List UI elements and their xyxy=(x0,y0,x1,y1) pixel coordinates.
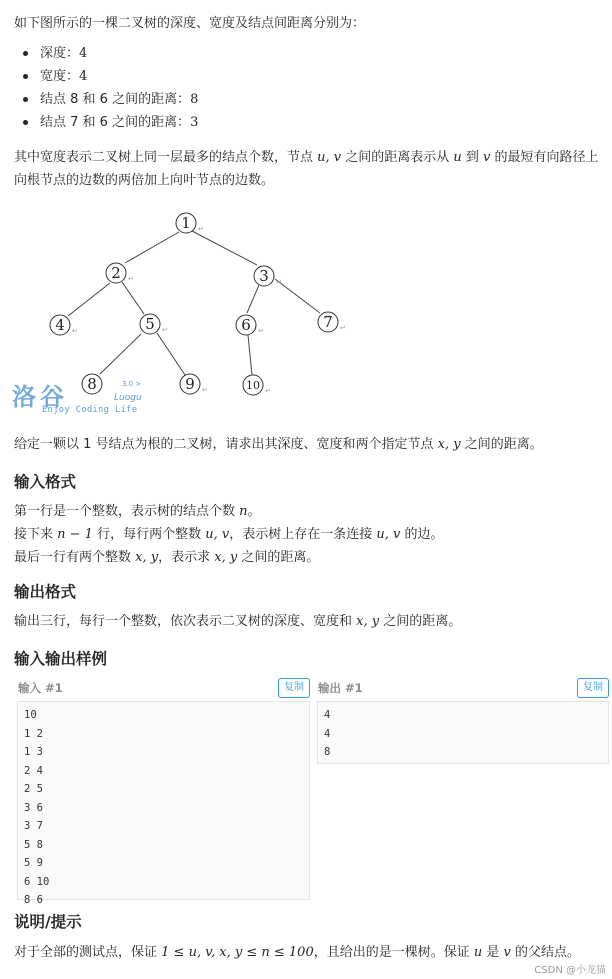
svg-text:5: 5 xyxy=(145,315,155,333)
svg-text:↵: ↵ xyxy=(276,278,282,286)
hint-text: 对于全部的测试点，保证 1 ≤ u, v, x, y ≤ n ≤ 100，且给出的是一棵树。保证 u 是 v 的父结点。 xyxy=(14,945,580,960)
output-sample-box[interactable] xyxy=(317,701,609,764)
svg-text:3: 3 xyxy=(259,267,269,285)
svg-text:↵: ↵ xyxy=(72,327,78,335)
list-item: 结点 7 和 6 之间的距离：3 xyxy=(20,111,198,134)
tree-node-4 xyxy=(50,315,70,335)
list-item: 深度：4 xyxy=(20,42,198,65)
properties-list xyxy=(20,42,198,134)
tree-edge xyxy=(122,282,144,314)
luogu-logo: 洛谷 3.0 > Luogu Enjoy Coding Life xyxy=(12,380,142,415)
code-line: 2 4 xyxy=(24,764,43,777)
tree-node-1 xyxy=(176,213,196,233)
code-line: 1 2 xyxy=(24,727,43,740)
svg-text:↵: ↵ xyxy=(198,225,204,233)
tree-node-10 xyxy=(243,375,263,395)
tree-edge xyxy=(248,335,252,375)
svg-text:10: 10 xyxy=(246,379,260,392)
binary-tree-diagram xyxy=(40,205,360,405)
list-item: 结点 8 和 6 之间的距离：8 xyxy=(20,88,198,111)
svg-text:↵: ↵ xyxy=(128,275,134,283)
svg-text:6: 6 xyxy=(241,316,251,334)
svg-text:↵: ↵ xyxy=(162,326,168,334)
svg-text:2: 2 xyxy=(111,264,121,282)
svg-text:↵: ↵ xyxy=(258,327,264,335)
tree-edge xyxy=(157,333,185,375)
tree-node-9 xyxy=(180,374,200,394)
tree-node-6 xyxy=(236,315,256,335)
definition-paragraph: 其中宽度表示二叉树上同一层最多的结点个数，节点 u, v 之间的距离表示从 u 到 v 的最短有向路径上 向根节点的边数的两倍加上向叶节点的边数。 xyxy=(14,150,599,188)
task-statement: 给定一颗以 1 号结点为根的二叉树，请求出其深度、宽度和两个指定节点 x, y 之间的距离。 xyxy=(14,437,543,452)
tree-edge xyxy=(125,232,179,263)
code-line: 1 3 xyxy=(24,746,43,758)
svg-text:↵: ↵ xyxy=(202,386,208,394)
code-line: 3 6 xyxy=(24,801,43,814)
intro-text: 如下图所示的一棵二叉树的深度、宽度及结点间距离分别为： xyxy=(14,16,366,31)
input-sample-box[interactable] xyxy=(17,701,310,906)
tree-node-2 xyxy=(106,263,126,283)
code-line: 8 6 xyxy=(24,894,43,906)
tree-node-3 xyxy=(254,266,274,286)
svg-text:7: 7 xyxy=(323,313,333,331)
input-format-title: 输入格式 xyxy=(14,473,77,491)
tree-node-5 xyxy=(140,314,160,334)
tree-edge xyxy=(247,285,259,313)
samples-title: 输入输出样例 xyxy=(14,650,108,668)
svg-text:↵: ↵ xyxy=(340,324,346,332)
output-sample-label: 输出 #1 xyxy=(318,681,363,695)
output-format-title: 输出格式 xyxy=(14,583,77,601)
svg-text:8: 8 xyxy=(87,375,97,393)
code-line: 5 8 xyxy=(24,838,43,851)
copy-output-button[interactable]: 复制 xyxy=(577,678,609,698)
input-format-text: 第一行是一个整数，表示树的结点个数 n。 接下来 n − 1 行，每行两个整数 u, v，表示树上存在一条连接 u, v 的边。 最后一行有两个整数 x, y，表示求 x, y 之间的距离。 xyxy=(14,504,444,565)
tree-node-7 xyxy=(318,312,338,332)
hint-title: 说明/提示 xyxy=(14,913,82,931)
tree-edge xyxy=(192,231,257,265)
code-line: 4 xyxy=(324,709,331,721)
svg-text:↵: ↵ xyxy=(265,387,271,395)
list-item: 宽度：4 xyxy=(20,65,198,88)
code-line: 8 xyxy=(324,746,331,758)
tree-edge xyxy=(68,283,110,316)
svg-text:9: 9 xyxy=(185,375,195,393)
output-format-text: 输出三行，每行一个整数，依次表示二叉树的深度、宽度和 x, y 之间的距离。 xyxy=(14,614,462,629)
input-sample-label: 输入 #1 xyxy=(18,681,63,695)
svg-text:4: 4 xyxy=(55,316,65,334)
code-line: 5 9 xyxy=(24,857,43,869)
tree-edge xyxy=(100,334,141,374)
code-line: 6 10 xyxy=(24,875,50,888)
code-line: 4 xyxy=(324,727,331,740)
csdn-watermark: CSDN @小龙猫 xyxy=(534,965,606,976)
code-line: 2 5 xyxy=(24,783,43,795)
code-line: 10 xyxy=(24,709,37,721)
svg-text:1: 1 xyxy=(181,214,191,232)
copy-input-button[interactable]: 复制 xyxy=(278,678,310,698)
code-line: 3 7 xyxy=(24,820,43,832)
